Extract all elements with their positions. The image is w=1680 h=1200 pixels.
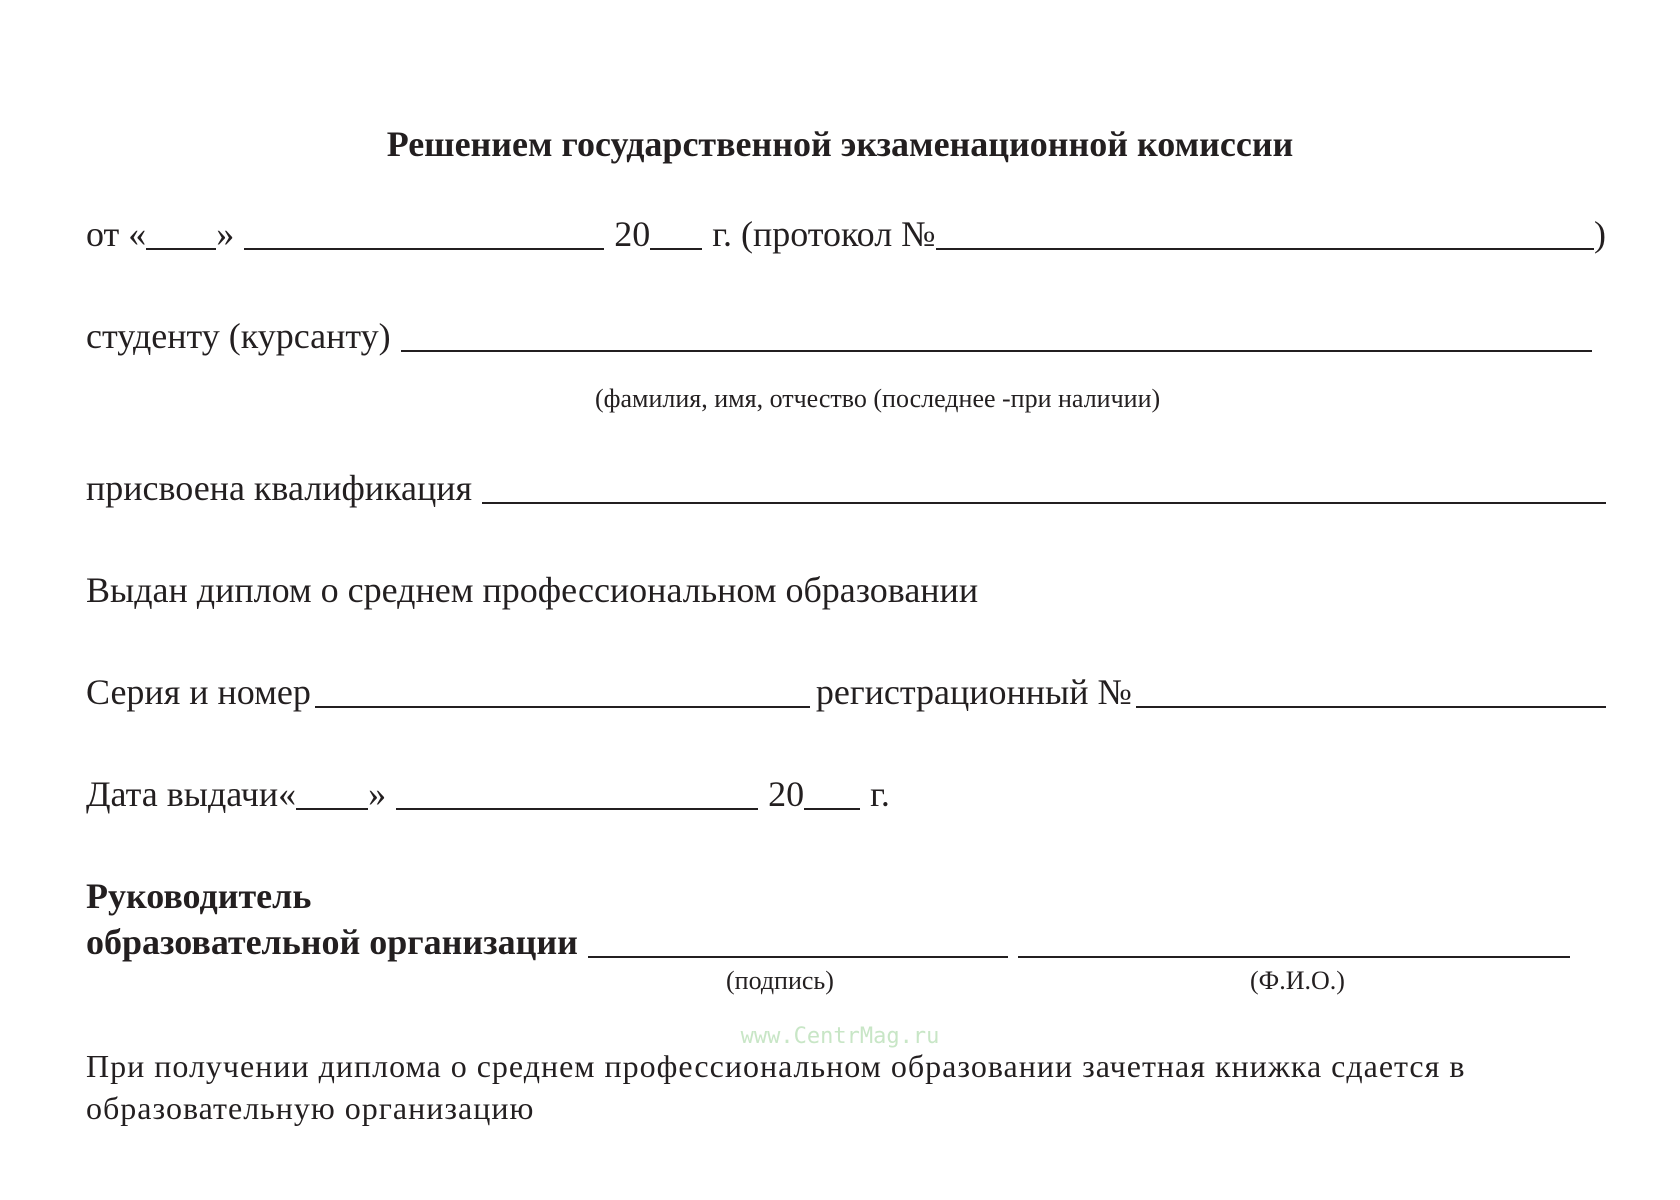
- student-label: студенту (курсанту): [86, 316, 391, 356]
- issue-month-field[interactable]: [396, 774, 758, 810]
- protocol-label: г. (протокол №: [712, 214, 936, 254]
- name-caption: (Ф.И.О.): [1250, 966, 1345, 995]
- issue-year-prefix: 20: [768, 774, 805, 814]
- series-row: [86, 668, 1606, 712]
- student-caption: (фамилия, имя, отчество (последнее -при наличии): [595, 384, 1161, 413]
- head-name-field[interactable]: [1018, 922, 1570, 958]
- issue-date-label: Дата выдачи«: [86, 774, 297, 814]
- issue-year-field[interactable]: [804, 774, 860, 810]
- student-name-field[interactable]: [401, 316, 1592, 352]
- quote-close: »: [216, 214, 235, 254]
- diploma-row: [86, 566, 1606, 610]
- page-title: Решением государственной экзаменационной комиссии: [386, 124, 1294, 164]
- signature-field[interactable]: [588, 922, 1008, 958]
- watermark: www.CentrMag.ru: [740, 1024, 940, 1049]
- from-label: от «: [86, 214, 147, 254]
- series-label: Серия и номер: [86, 672, 311, 712]
- protocol-close: ): [1594, 214, 1606, 254]
- qualification-label: присвоена квалификация: [86, 468, 473, 508]
- year-field[interactable]: [650, 214, 702, 250]
- protocol-date-row: [86, 210, 1606, 254]
- signature-caption: (подпись): [726, 966, 834, 995]
- month-field[interactable]: [244, 214, 604, 250]
- qualification-row: [86, 464, 1606, 508]
- series-number-field[interactable]: [315, 672, 810, 708]
- protocol-number-field[interactable]: [936, 214, 1594, 250]
- diploma-text: Выдан диплом о среднем профессиональном образовании: [86, 570, 979, 610]
- head-title-row: [86, 872, 1606, 916]
- issue-year-suffix: г.: [870, 774, 890, 814]
- year-prefix: 20: [614, 214, 651, 254]
- registration-label: регистрационный №: [815, 672, 1132, 712]
- issue-date-row: [86, 770, 1606, 814]
- issue-day-field[interactable]: [296, 774, 368, 810]
- qualification-field[interactable]: [482, 468, 1606, 504]
- head-title-line1: Руководитель: [86, 876, 312, 916]
- head-title-line2: образовательной организации: [86, 922, 578, 962]
- student-row: [86, 312, 1592, 356]
- day-field[interactable]: [146, 214, 216, 250]
- footer-note: При получении диплома о среднем профессиональном образовании зачетная книжка сдается в образовательную организацию: [86, 1048, 1466, 1126]
- registration-number-field[interactable]: [1136, 672, 1606, 708]
- issue-quote-close: »: [368, 774, 387, 814]
- head-signature-row: [86, 918, 1606, 962]
